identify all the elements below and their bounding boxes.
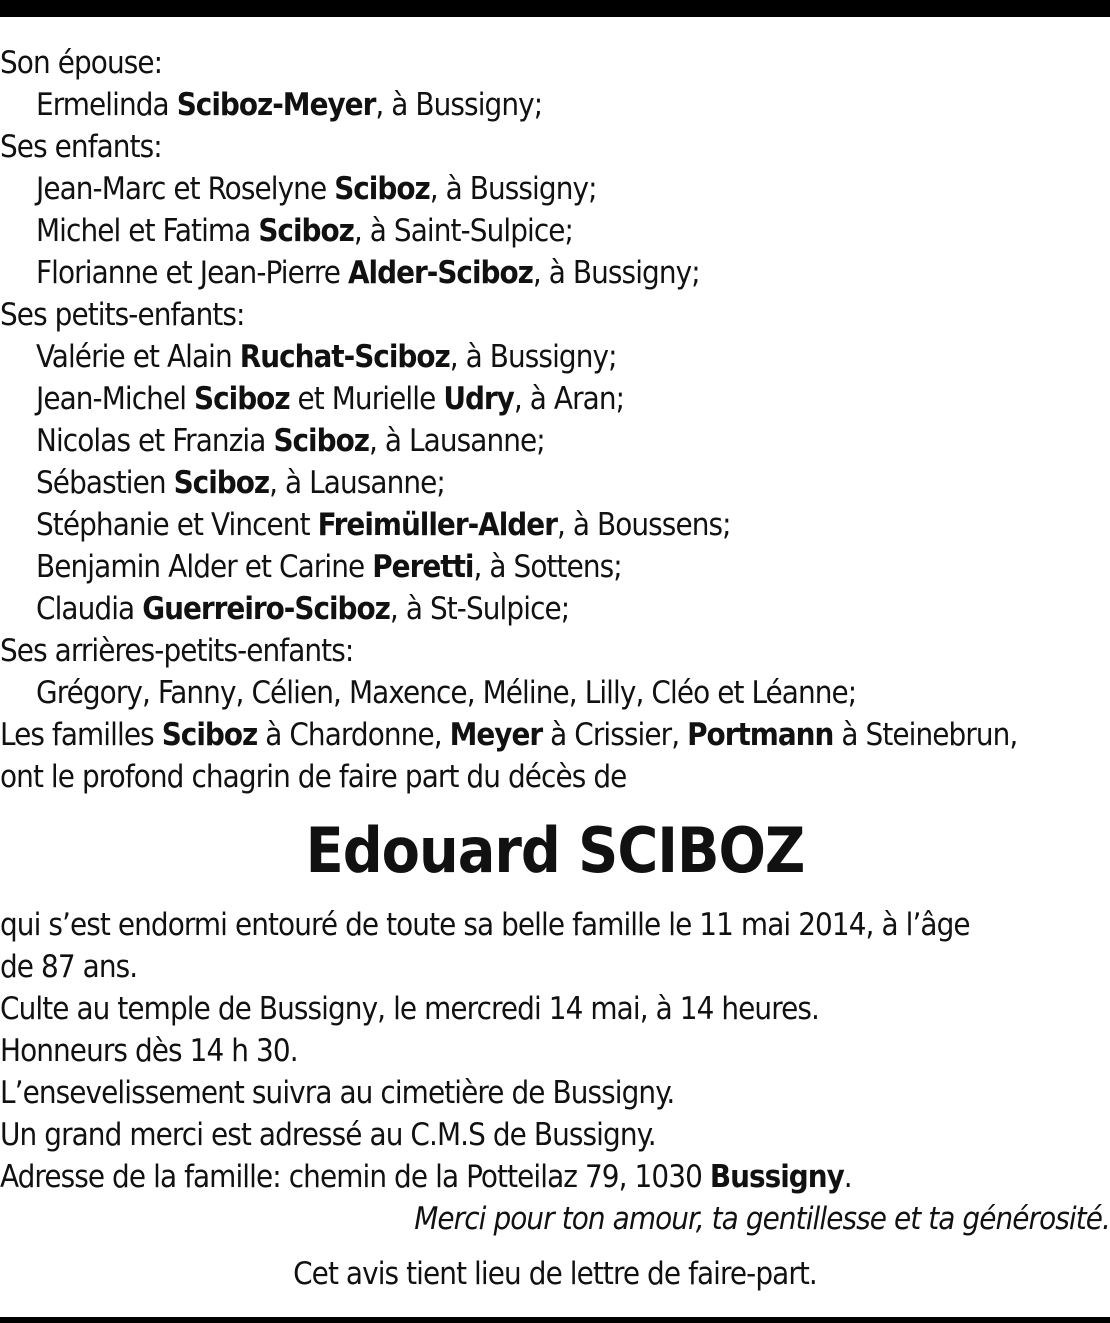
grandchild-entry: Sébastien Sciboz, à Lausanne; [36,465,445,501]
motto: Merci pour ton amour, ta gentillesse et ta générosité. [414,1201,1110,1237]
spouse-entry: Ermelinda Sciboz-Meyer, à Bussigny; [36,87,543,123]
details-line: qui s’est endormi entouré de toute sa belle famille le 11 mai 2014, à l’âge [0,907,970,943]
spouse-label: Son épouse: [0,45,163,81]
grandchild-entry: Jean-Michel Sciboz et Murielle Udry, à Aran; [36,381,625,417]
closing-note: Cet avis tient lieu de lettre de faire-part. [293,1256,817,1292]
burial-line: L’ensevelissement suivra au cimetière de Bussigny. [0,1075,675,1111]
child-entry: Jean-Marc et Roselyne Sciboz, à Bussigny; [36,171,597,207]
children-label: Ses enfants: [0,129,162,165]
family-address: Adresse de la famille: chemin de la Potteilaz 79, 1030 Bussigny. [0,1159,852,1195]
obituary-notice [0,42,1110,1295]
grandchild-entry: Benjamin Alder et Carine Peretti, à Sottens; [36,549,622,585]
grandchild-entry: Claudia Guerreiro-Sciboz, à St-Sulpice; [36,591,570,627]
service-line: Culte au temple de Bussigny, le mercredi 14 mai, à 14 heures. [0,991,819,1027]
deceased-name: Edouard SCIBOZ [305,814,805,887]
families-line: Les familles Sciboz à Chardonne, Meyer à Crissier, Portmann à Steinebrun, [0,717,1018,753]
thanks-line: Un grand merci est adressé au C.M.S de Bussigny. [0,1117,656,1153]
announcement-line: ont le profond chagrin de faire part du décès de [0,759,627,795]
grandchildren-label: Ses petits-enfants: [0,297,245,333]
child-entry: Michel et Fatima Sciboz, à Saint-Sulpice; [36,213,574,249]
honors-line: Honneurs dès 14 h 30. [0,1033,298,1069]
grandchild-entry: Valérie et Alain Ruchat-Sciboz, à Bussigny; [36,339,617,375]
details-line: de 87 ans. [0,949,138,985]
child-entry: Florianne et Jean-Pierre Alder-Sciboz, à Bussigny; [36,255,700,291]
grandchild-entry: Stéphanie et Vincent Freimüller-Alder, à Boussens; [36,507,731,543]
great-grandchildren-label: Ses arrières-petits-enfants: [0,633,354,669]
great-grandchildren-entry: Grégory, Fanny, Célien, Maxence, Méline, Lilly, Cléo et Léanne; [36,675,857,711]
bottom-rule [0,1317,1110,1323]
top-rule [0,0,1110,17]
grandchild-entry: Nicolas et Franzia Sciboz, à Lausanne; [36,423,545,459]
